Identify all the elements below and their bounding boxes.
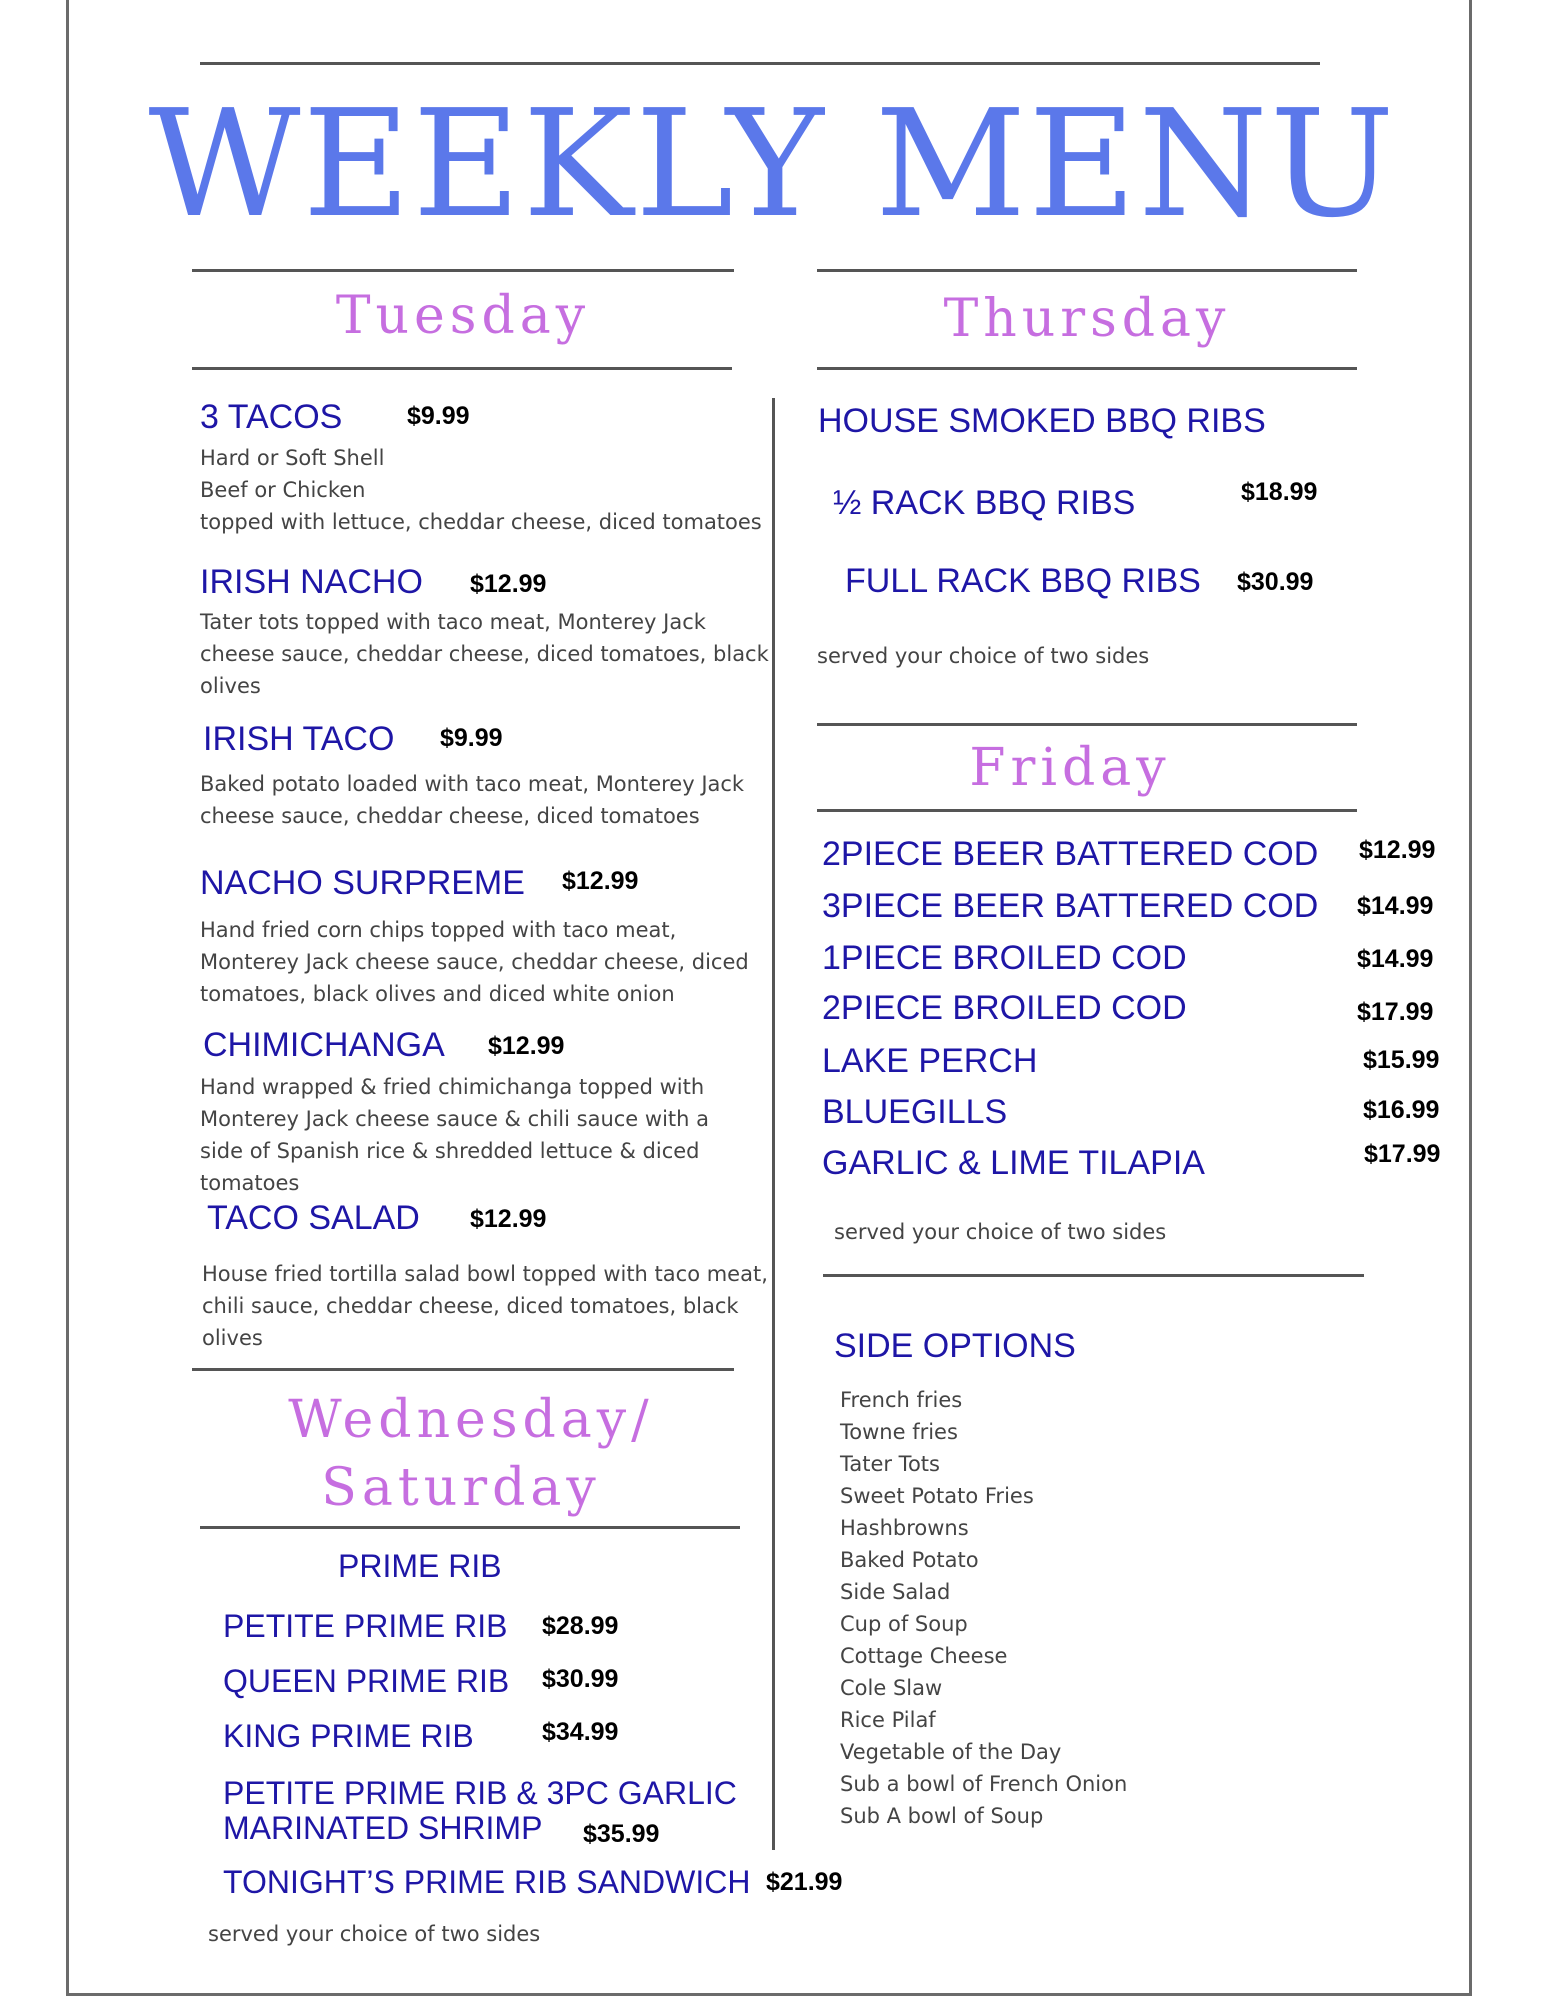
wednesday-bottom-rule [200, 1526, 740, 1529]
menu-item-name: KING PRIME RIB [223, 1718, 474, 1754]
list-item: Vegetable of the Day [840, 1740, 1062, 1764]
menu-item-price: $35.99 [583, 1820, 660, 1848]
menu-item-price: $34.99 [542, 1718, 619, 1746]
menu-item-price: $12.99 [1359, 836, 1436, 864]
menu-item-name: FULL RACK BBQ RIBS [845, 562, 1201, 600]
menu-item-desc: Beef or Chicken [200, 478, 366, 502]
menu-item-price: $12.99 [488, 1032, 565, 1060]
list-item: Hashbrowns [840, 1516, 969, 1540]
menu-item-name: BLUEGILLS [822, 1093, 1008, 1131]
menu-item-name: NACHO SURPREME [200, 864, 525, 902]
thursday-top-rule [817, 269, 1357, 272]
menu-item-name: LAKE PERCH [822, 1042, 1038, 1080]
wednesday-top-rule [192, 1368, 734, 1371]
menu-item-name: PETITE PRIME RIB & 3PC GARLIC [223, 1775, 737, 1811]
menu-item-price: $14.99 [1357, 892, 1434, 920]
menu-item-price: $12.99 [470, 1205, 547, 1233]
menu-item-desc: Hand wrapped & fried chimichanga topped with Monterey Jack cheese sauce & chili sauce with a side of Spanish rice & shredded lettuce & diced tomatoes [200, 1075, 710, 1195]
menu-item-name: 1PIECE BROILED COD [822, 939, 1187, 977]
menu-item-desc: topped with lettuce, cheddar cheese, diced tomatoes [200, 510, 762, 534]
menu-item-price: $14.99 [1357, 945, 1434, 973]
list-item: Cup of Soup [840, 1612, 968, 1636]
wednesday-heading-line2: Saturday [321, 1458, 601, 1518]
menu-item-name: QUEEN PRIME RIB [223, 1663, 510, 1699]
section-subheading: PRIME RIB [338, 1548, 502, 1584]
list-item: Tater Tots [840, 1452, 940, 1476]
friday-heading: Friday [969, 738, 1171, 798]
menu-item-desc: Hard or Soft Shell [200, 446, 385, 470]
friday-top-rule [817, 723, 1357, 726]
menu-item-name: TACO SALAD [207, 1199, 420, 1237]
list-item: Baked Potato [840, 1548, 979, 1572]
menu-item-price: $16.99 [1363, 1096, 1440, 1124]
menu-item-price: $9.99 [407, 402, 470, 430]
menu-item-name: MARINATED SHRIMP [223, 1810, 543, 1846]
section-note: served your choice of two sides [834, 1220, 1167, 1244]
menu-item-price: $15.99 [1363, 1046, 1440, 1074]
section-note: served your choice of two sides [208, 1922, 541, 1946]
tuesday-top-rule [192, 269, 734, 272]
menu-item-name: ½ RACK BBQ RIBS [833, 484, 1136, 522]
menu-item-name: 3 TACOS [200, 398, 343, 436]
list-item: Towne fries [840, 1420, 958, 1444]
menu-item-name: 2PIECE BEER BATTERED COD [822, 835, 1319, 873]
list-item: Sweet Potato Fries [840, 1484, 1034, 1508]
menu-item-name: PETITE PRIME RIB [223, 1608, 508, 1644]
menu-item-desc: Tater tots topped with taco meat, Monterey Jack cheese sauce, cheddar cheese, diced tomatoes, black olives [200, 610, 769, 698]
page-title: WEEKLY MENU [148, 78, 1397, 250]
list-item: Cottage Cheese [840, 1644, 1008, 1668]
section-subheading: SIDE OPTIONS [834, 1327, 1076, 1365]
list-item: Side Salad [840, 1580, 951, 1604]
sides-top-rule [823, 1274, 1364, 1277]
list-item: Rice Pilaf [840, 1708, 936, 1732]
list-item: Sub A bowl of Soup [840, 1804, 1044, 1828]
menu-item-price: $12.99 [562, 867, 639, 895]
menu-item-price: $18.99 [1241, 478, 1318, 506]
menu-item-name: CHIMICHANGA [203, 1026, 445, 1064]
side-options-list [840, 1384, 1127, 1832]
menu-item-price: $30.99 [1237, 568, 1314, 596]
menu-item-name: 3PIECE BEER BATTERED COD [822, 887, 1319, 925]
tuesday-heading: Tuesday [335, 286, 591, 346]
friday-bottom-rule [817, 809, 1357, 812]
menu-item-desc: Baked potato loaded with taco meat, Monterey Jack cheese sauce, cheddar cheese, diced tomatoes [200, 772, 745, 828]
menu-item-price: $17.99 [1357, 998, 1434, 1026]
menu-item-name: IRISH TACO [203, 720, 395, 758]
menu-item-price: $17.99 [1364, 1140, 1441, 1168]
menu-item-name: 2PIECE BROILED COD [822, 989, 1187, 1027]
menu-item-name: TONIGHT’S PRIME RIB SANDWICH [223, 1864, 751, 1900]
menu-item-desc: House fried tortilla salad bowl topped with taco meat, chili sauce, cheddar cheese, diced tomatoes, black olives [202, 1262, 768, 1350]
menu-item-price: $30.99 [542, 1665, 619, 1693]
menu-item-price: $21.99 [766, 1868, 843, 1896]
list-item: Cole Slaw [840, 1676, 943, 1700]
list-item: French fries [840, 1388, 963, 1412]
menu-item-price: $28.99 [542, 1612, 619, 1640]
menu-item-name: GARLIC & LIME TILAPIA [822, 1144, 1205, 1182]
thursday-bottom-rule [817, 367, 1357, 370]
wednesday-heading-line1: Wednesday/ [288, 1390, 654, 1450]
menu-item-name: IRISH NACHO [200, 563, 423, 601]
list-item: Sub a bowl of French Onion [840, 1772, 1128, 1796]
menu-item-desc: Hand fried corn chips topped with taco meat, Monterey Jack cheese sauce, cheddar cheese, diced tomatoes, black olives and diced white onion [200, 918, 749, 1006]
thursday-heading: Thursday [943, 289, 1231, 349]
tuesday-bottom-rule [192, 367, 732, 370]
menu-item-price: $12.99 [470, 570, 547, 598]
menu-item-price: $9.99 [440, 724, 503, 752]
section-subheading: HOUSE SMOKED BBQ RIBS [818, 402, 1266, 440]
title-top-rule [200, 62, 1320, 65]
section-note: served your choice of two sides [817, 644, 1150, 668]
